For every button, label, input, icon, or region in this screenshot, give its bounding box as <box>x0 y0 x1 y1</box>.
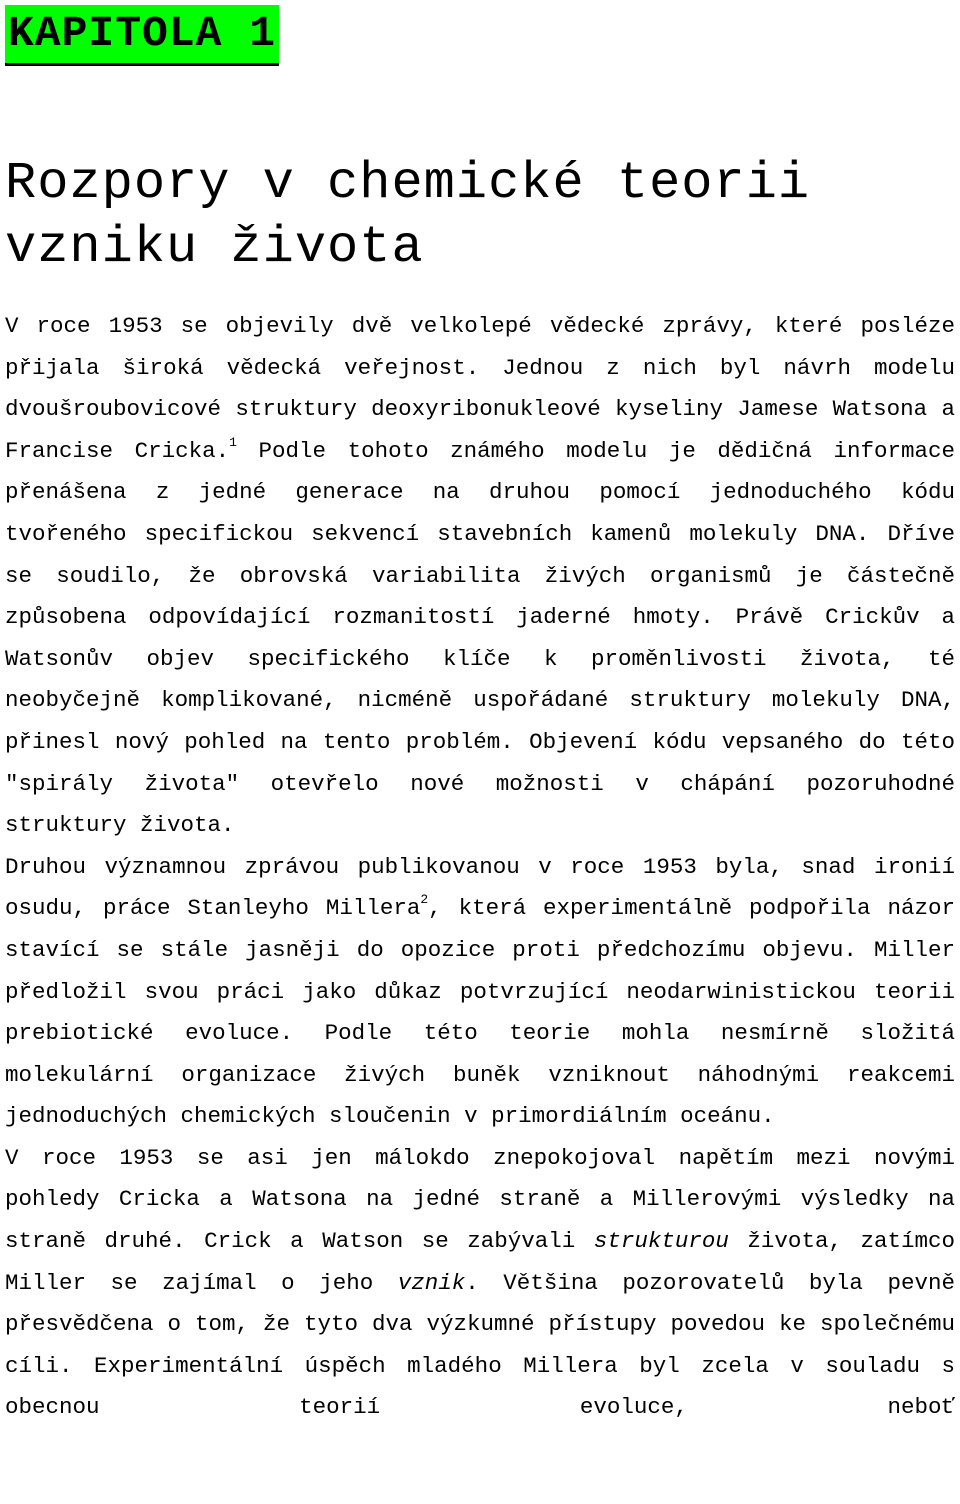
paragraph-1 <box>5 306 955 847</box>
paragraph-3-text-a: V roce 1953 se asi jen málokdo znepokojoval napětím mezi novými pohledy Cricka a Watsona na jedné straně a Millerovými výsledky na straně druhé. Crick a Watson se zabývali <box>5 1144 955 1255</box>
paragraph-3 <box>5 1138 955 1429</box>
footnote-ref-2[interactable]: 2 <box>420 892 429 908</box>
paragraph-2 <box>5 847 955 1138</box>
page-title: Rozpory v chemické teorii vzniku života <box>5 154 811 277</box>
paragraph-1-text-b: Podle tohoto známého modelu je dědičná informace přenášena z jedné generace na druhou pomocí jednoduchého kódu tvořeného specifickou sekvencí stavebních kamenů molekuly DNA. Dříve se soudilo, že obrovská variabilita živých organismů je částečně způsobena odpovídající rozmanitostí jaderné hmoty. Právě Crickův a Watsonův objev specifického klíče k proměnlivosti života, té neobyčejně komplikované, nicméně uspořádané struktury molekuly DNA, přinesl nový pohled na tento problém. Objevení kódu vepsaného do této "spirály života" otevřelo nové možnosti v chápání pozoruhodné struktury života. <box>5 437 955 839</box>
paragraph-3-emphasis-structure: strukturou <box>593 1228 729 1255</box>
paragraph-3-text-c: . Většina pozorovatelů byla pevně přesvědčena o tom, že tyto dva výzkumné přístupy povedou ke společnému cíli. Experimentální úspěch mladého Millera byl zcela v souladu s obecnou teorií evoluce, neboť <box>5 1269 955 1421</box>
paragraph-3-text-b: života, zatímco Miller se zajímal o jeho <box>5 1228 955 1296</box>
body-text <box>5 306 955 1429</box>
paragraph-1-text-a: V roce 1953 se objevily dvě velkolepé vědecké zprávy, které posléze přijala široká vědecká veřejnost. Jednou z nich byl návrh modelu dvoušroubovicové struktury deoxyribonukleové kyseliny Jamese Watsona a Francise Cricka. <box>5 313 955 464</box>
chapter-label: KAPITOLA 1 <box>5 5 279 66</box>
paragraph-2-text-a: Druhou významnou zprávou publikovanou v roce 1953 byla, snad ironií osudu, práce Stanleyho Millera <box>5 853 955 922</box>
paragraph-2-text-b: , která experimentálně podpořila názor stavící se stále jasněji do opozice proti předchozímu objevu. Miller předložil svou práci jako důkaz potvrzující neodarwinistickou teorii prebiotické evoluce. Podle této teorie mohla nesmírně složitá molekulární organizace živých buněk vzniknout náhodnými reakcemi jednoduchých chemických sloučenin v primordiálním oceánu. <box>5 895 955 1130</box>
footnote-ref-1[interactable]: 1 <box>229 434 237 450</box>
paragraph-3-emphasis-origin: vznik <box>397 1269 466 1296</box>
